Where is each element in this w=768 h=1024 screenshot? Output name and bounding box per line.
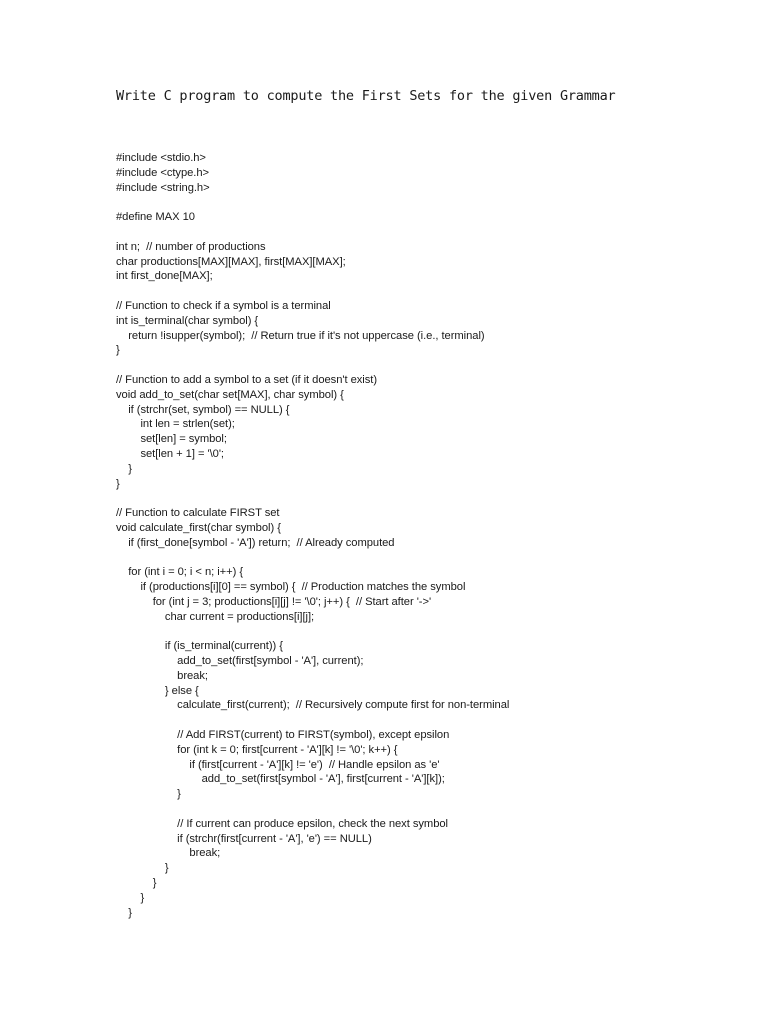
code-line: void add_to_set(char set[MAX], char symbol) { bbox=[116, 388, 344, 401]
code-line: // Function to check if a symbol is a terminal bbox=[116, 299, 331, 312]
code-line: int first_done[MAX]; bbox=[116, 270, 213, 283]
code-block bbox=[116, 151, 756, 920]
blank-line bbox=[116, 358, 756, 373]
code-line: if (first[current - 'A'][k] != 'e') // Handle epsilon as 'e' bbox=[116, 758, 440, 771]
code-line: set[len + 1] = '\0'; bbox=[116, 447, 224, 460]
code-line: #include <string.h> bbox=[116, 181, 210, 194]
code-line: } bbox=[116, 477, 120, 490]
code-line: set[len] = symbol; bbox=[116, 433, 227, 446]
blank-line bbox=[116, 491, 756, 506]
code-line: #define MAX 10 bbox=[116, 211, 195, 224]
code-line: int is_terminal(char symbol) { bbox=[116, 314, 259, 327]
code-line: } bbox=[116, 891, 145, 904]
code-line: // Add FIRST(current) to FIRST(symbol), except epsilon bbox=[116, 729, 450, 742]
code-line: char productions[MAX][MAX], first[MAX][MAX]; bbox=[116, 255, 346, 268]
code-line: for (int k = 0; first[current - 'A'][k] != '\0'; k++) { bbox=[116, 743, 398, 756]
code-line: if (is_terminal(current)) { bbox=[116, 640, 283, 653]
blank-line bbox=[116, 551, 756, 566]
code-line: } bbox=[116, 788, 181, 801]
blank-line bbox=[116, 284, 756, 299]
code-line: } bbox=[116, 862, 169, 875]
code-line: } bbox=[116, 462, 132, 475]
document-title: Write C program to compute the First Sets for the given Grammar bbox=[116, 88, 616, 104]
code-line: if (strchr(set, symbol) == NULL) { bbox=[116, 403, 290, 416]
code-line: add_to_set(first[symbol - 'A'], first[current - 'A'][k]); bbox=[116, 773, 445, 786]
code-line: } bbox=[116, 344, 120, 357]
code-line: } else { bbox=[116, 684, 199, 697]
code-line: break; bbox=[116, 847, 221, 860]
code-line: } bbox=[116, 877, 157, 890]
code-line: int n; // number of productions bbox=[116, 240, 266, 253]
code-line: if (productions[i][0] == symbol) { // Production matches the symbol bbox=[116, 581, 466, 594]
code-line: #include <stdio.h> bbox=[116, 152, 206, 164]
code-line: return !isupper(symbol); // Return true if it's not uppercase (i.e., terminal) bbox=[116, 329, 485, 342]
blank-line bbox=[116, 225, 756, 240]
code-line: // Function to calculate FIRST set bbox=[116, 507, 280, 520]
blank-line bbox=[116, 713, 756, 728]
code-line: for (int i = 0; i < n; i++) { bbox=[116, 566, 244, 579]
code-line: for (int j = 3; productions[i][j] != '\0'; j++) { // Start after '->' bbox=[116, 595, 432, 608]
code-line: } bbox=[116, 906, 132, 919]
code-line: if (strchr(first[current - 'A'], 'e') == NULL) bbox=[116, 832, 372, 845]
code-line: calculate_first(current); // Recursively compute first for non-terminal bbox=[116, 699, 510, 712]
code-line: break; bbox=[116, 669, 208, 682]
blank-line bbox=[116, 802, 756, 817]
code-line: add_to_set(first[symbol - 'A'], current); bbox=[116, 655, 364, 668]
code-line: // Function to add a symbol to a set (if it doesn't exist) bbox=[116, 373, 378, 386]
code-line: if (first_done[symbol - 'A']) return; // Already computed bbox=[116, 536, 395, 549]
code-line: char current = productions[i][j]; bbox=[116, 610, 315, 623]
blank-line bbox=[116, 195, 756, 210]
code-line: int len = strlen(set); bbox=[116, 418, 235, 431]
code-line: // If current can produce epsilon, check the next symbol bbox=[116, 817, 448, 830]
code-line: void calculate_first(char symbol) { bbox=[116, 521, 281, 534]
blank-line bbox=[116, 625, 756, 640]
code-line: #include <ctype.h> bbox=[116, 166, 210, 179]
